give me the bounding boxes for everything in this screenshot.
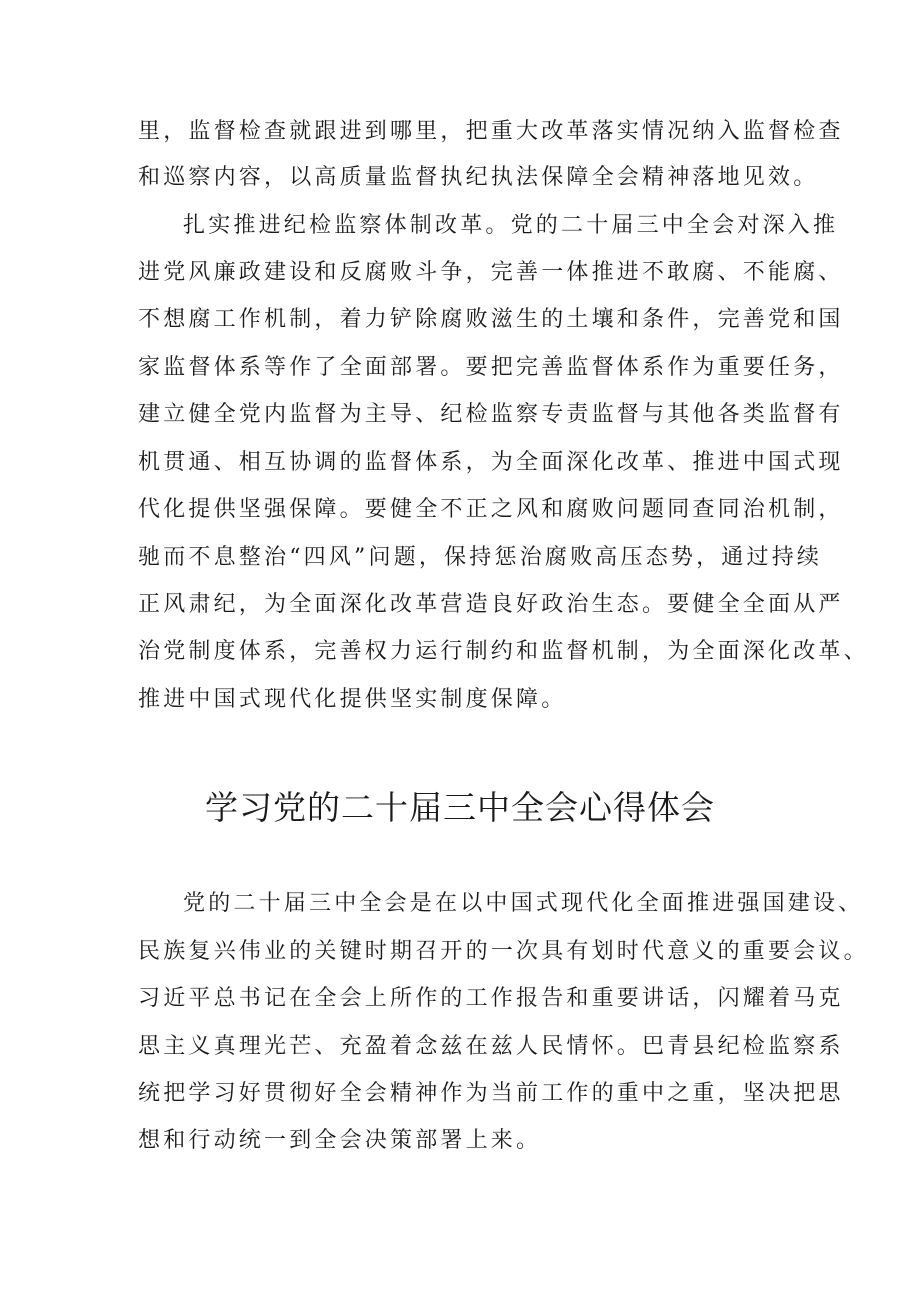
paragraph-line: 进党风廉政建设和反腐败斗争，完善一体推进不敢腐、不能腐、: [138, 260, 844, 285]
paragraph-line: 正风肃纪，为全面深化改革营造良好政治生态。要健全全面从严: [138, 592, 844, 617]
paragraph-line: 想和行动统一到全会决策部署上来。: [138, 1128, 542, 1153]
paragraph-line: 家监督体系等作了全面部署。要把完善监督体系作为重要任务，: [138, 355, 844, 380]
paragraph-line: 思主义真理光芒、充盈着念兹在兹人民情怀。巴青县纪检监察系: [138, 1034, 844, 1059]
paragraph-line: 里，监督检查就跟进到哪里，把重大改革落实情况纳入监督检查: [138, 119, 844, 144]
paragraph-line: 机贯通、相互协调的监督体系，为全面深化改革、推进中国式现: [138, 450, 844, 475]
paragraph-line: 推进中国式现代化提供坚实制度保障。: [138, 687, 567, 712]
paragraph-line: 驰而不息整治“四风”问题，保持惩治腐败高压态势，通过持续: [138, 545, 823, 570]
paragraph-line: 和巡察内容，以高质量监督执纪执法保障全会精神落地见效。: [138, 165, 819, 190]
paragraph-line: 不想腐工作机制，着力铲除腐败滋生的土壤和条件，完善党和国: [138, 307, 844, 332]
paragraph-line: 党的二十届三中全会是在以中国式现代化全面推进强国建设、: [183, 891, 864, 916]
paragraph-line: 民族复兴伟业的关键时期召开的一次具有划时代意义的重要会议。: [138, 939, 869, 964]
paragraph-line: 习近平总书记在全会上所作的工作报告和重要讲话，闪耀着马克: [138, 986, 844, 1011]
paragraph-line: 统把学习好贯彻好全会精神作为当前工作的重中之重，坚决把思: [138, 1081, 844, 1106]
section-title: 学习党的二十届三中全会心得体会: [205, 788, 715, 827]
paragraph-line: 建立健全党内监督为主导、纪检监察专责监督与其他各类监督有: [138, 402, 844, 427]
paragraph-line: 代化提供坚强保障。要健全不正之风和腐败问题同查同治机制，: [138, 497, 844, 522]
paragraph-line: 治党制度体系，完善权力运行制约和监督机制，为全面深化改革、: [138, 639, 869, 664]
paragraph-line: 扎实推进纪检监察体制改革。党的二十届三中全会对深入推: [183, 213, 839, 238]
